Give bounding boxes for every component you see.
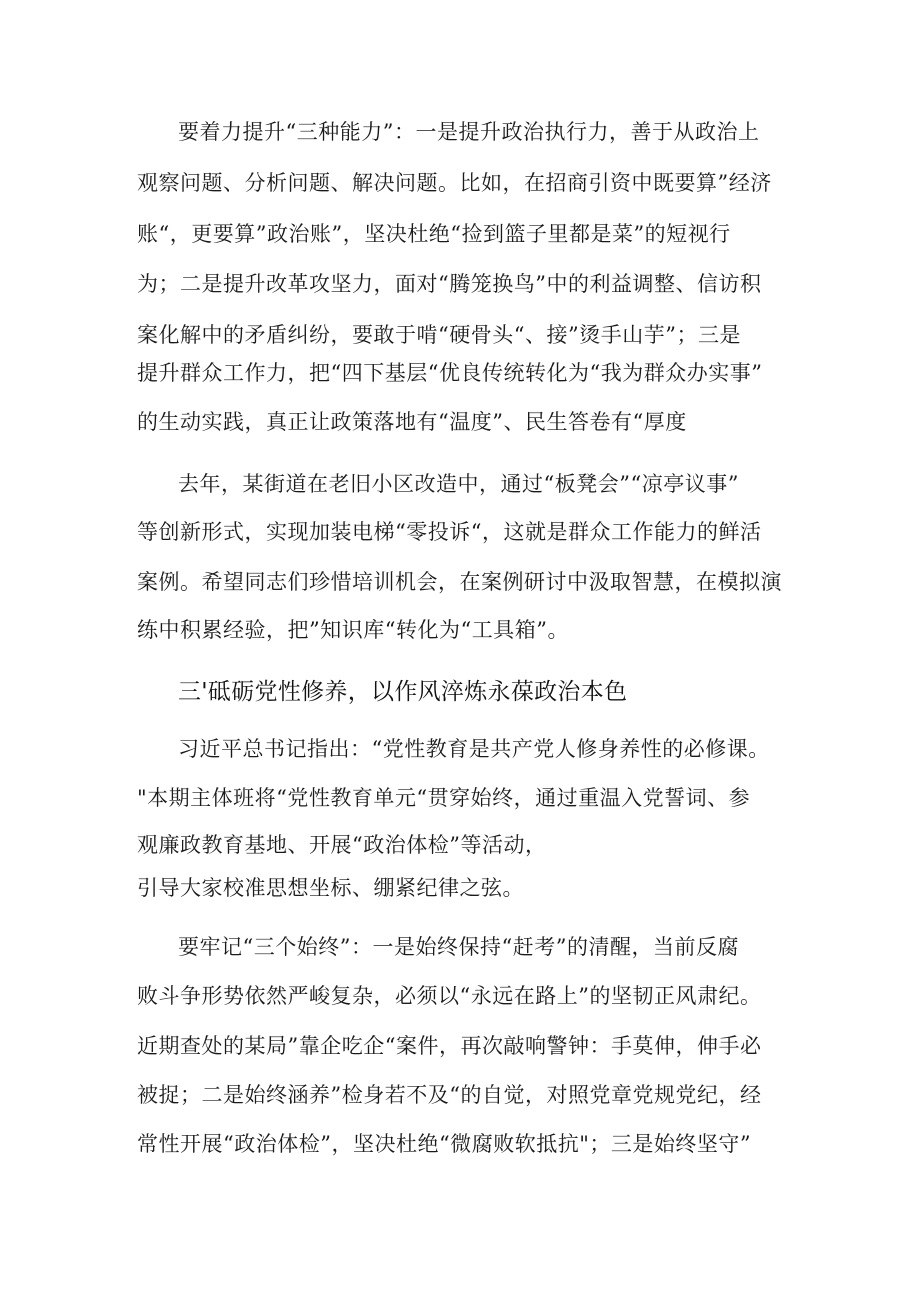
- paragraph-line: 提升群众工作力，把“四下基层“优良传统转化为“我为群众办实事”: [137, 361, 763, 385]
- paragraph-line: 的生动实践，真正让政策落地有“温度”、民生答卷有“厚度: [137, 410, 687, 434]
- paragraph-line: 近期查处的某局”靠企吃企“案件，再次敲响警钟：手莫伸，伸手必: [137, 1034, 762, 1058]
- paragraph-line: 要牢记“三个始终”：一是始终保持“赶考”的清醒，当前反腐: [178, 935, 739, 959]
- section-heading: 三'砥砺党性修养，以作风淬炼永葆政治本色: [178, 679, 628, 705]
- paragraph-line: "本期主体班将“党性教育单元“贯穿始终，通过重温入党誓词、参: [137, 786, 751, 810]
- paragraph-line: 为；二是提升改革攻坚力，面对“腾笼换鸟”中的利益调整、信访积: [137, 272, 762, 296]
- paragraph-line: 常性开展“政治体检”，坚决杜绝“微腐败软抵抗"；三是始终坚守”: [137, 1132, 752, 1156]
- paragraph-line: 观察问题、分析问题、解决问题。比如，在招商引资中既要算”经济: [137, 171, 772, 195]
- paragraph-line: 去年，某街道在老旧小区改造中，通过“板凳会”“凉亭议事”: [178, 472, 739, 496]
- paragraph-line: 引导大家校准思想坐标、绷紧纪律之弦。: [137, 876, 524, 900]
- paragraph-line: 要着力提升“三种能力”：一是提升政治执行力，善于从政治上: [178, 120, 760, 144]
- paragraph-line: 等创新形式，实现加装电梯“零投诉“，这就是群众工作能力的鲜活: [137, 520, 762, 544]
- paragraph-line: 案化解中的矛盾纠纷，要敢于啃“硬骨头“、接”烫手山芋”；三是: [137, 323, 741, 347]
- paragraph-line: 习近平总书记指出：“党性教育是共产党人修身养性的必修课。: [178, 737, 770, 761]
- paragraph-line: 账“，更要算”政治账”，坚决杜绝“捡到篮子里都是菜”的短视行: [137, 222, 731, 246]
- paragraph-line: 被捉；二是始终涵养”检身若不及“的自觉，对照党章党规党纪，经: [137, 1083, 762, 1107]
- paragraph-line: 练中积累经验，把”知识库“转化为“工具箱”。: [137, 618, 569, 642]
- paragraph-line: 败斗争形势依然严峻复杂，必须以“永远在路上”的坚韧正风肃纪。: [137, 984, 762, 1008]
- paragraph-line: 观廉政教育基地、开展“政治体检”等活动，: [137, 833, 547, 857]
- paragraph-line: 案例。希望同志们珍惜培训机会，在案例研讨中汲取智慧，在模拟演: [137, 570, 782, 594]
